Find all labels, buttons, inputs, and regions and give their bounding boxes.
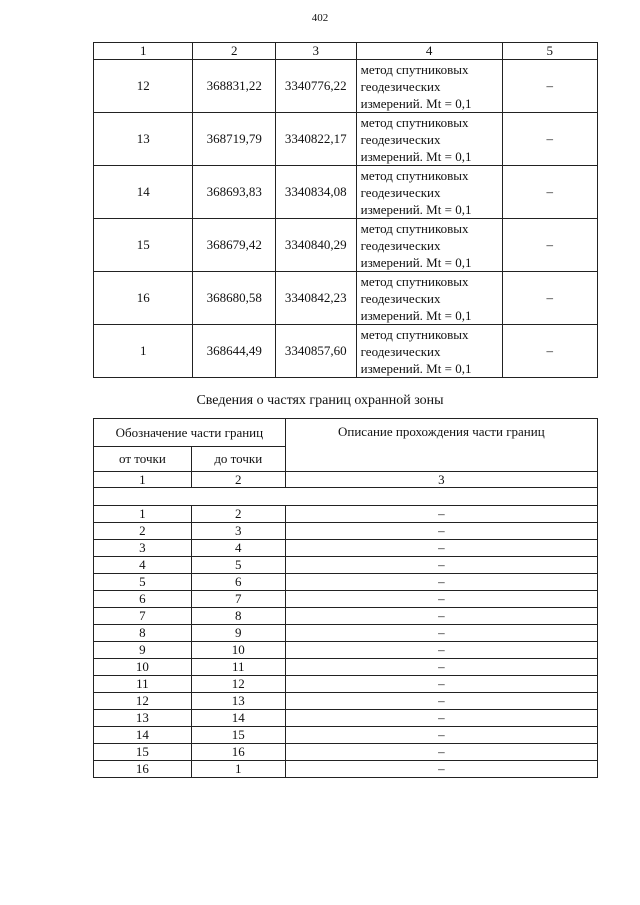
- from-point-cell: 12: [94, 693, 192, 710]
- point-number-cell: 15: [94, 219, 193, 272]
- to-point-cell: 6: [191, 574, 285, 591]
- section-title: Сведения о частях границ охранной зоны: [196, 393, 444, 408]
- description-cell: –: [285, 744, 597, 761]
- to-point-cell: 1: [191, 761, 285, 778]
- to-point-cell: 5: [191, 557, 285, 574]
- method-line: метод спутниковых: [360, 114, 469, 130]
- method-line: метод спутниковых: [360, 61, 469, 77]
- note-cell: –: [502, 113, 597, 166]
- column-number-2: 2: [191, 472, 285, 488]
- point-number-cell: 12: [94, 60, 193, 113]
- method-cell: [356, 219, 502, 272]
- to-point-cell: 7: [191, 591, 285, 608]
- description-cell: –: [285, 727, 597, 744]
- method-line: геодезических: [360, 131, 441, 147]
- group-header-cell: Обозначение части границ: [94, 419, 286, 447]
- x-coordinate-cell: 368831,22: [193, 60, 276, 113]
- x-coordinate-cell: 368679,42: [193, 219, 276, 272]
- x-coordinate-cell: 368693,83: [193, 166, 276, 219]
- from-point-cell: 6: [94, 591, 192, 608]
- method-cell: [356, 325, 502, 378]
- description-cell: –: [285, 574, 597, 591]
- method-line: измерений. Mt = 0,1: [360, 95, 472, 111]
- from-point-cell: 14: [94, 727, 192, 744]
- header-col-1: 1: [94, 43, 193, 60]
- description-cell: –: [285, 506, 597, 523]
- method-line: геодезических: [360, 184, 441, 200]
- y-coordinate-cell: 3340840,29: [275, 219, 356, 272]
- y-coordinate-cell: 3340776,22: [275, 60, 356, 113]
- table-row: [94, 540, 598, 557]
- description-cell: –: [285, 676, 597, 693]
- description-cell: –: [285, 693, 597, 710]
- table-row: [94, 642, 598, 659]
- y-coordinate-cell: 3340857,60: [275, 325, 356, 378]
- point-number-cell: 13: [94, 113, 193, 166]
- note-cell: –: [502, 219, 597, 272]
- to-point-cell: 8: [191, 608, 285, 625]
- method-cell: [356, 113, 502, 166]
- description-cell: –: [285, 540, 597, 557]
- method-line: метод спутниковых: [360, 326, 469, 342]
- method-line: геодезических: [360, 237, 441, 253]
- header-col-3: 3: [275, 43, 356, 60]
- to-point-cell: 11: [191, 659, 285, 676]
- x-coordinate-cell: 368680,58: [193, 272, 276, 325]
- method-line: геодезических: [360, 290, 441, 306]
- from-point-cell: 3: [94, 540, 192, 557]
- to-point-cell: 10: [191, 642, 285, 659]
- to-point-cell: 2: [191, 506, 285, 523]
- from-point-cell: 15: [94, 744, 192, 761]
- table-row: [94, 744, 598, 761]
- table-group-header-row: [94, 419, 598, 447]
- description-cell: –: [285, 625, 597, 642]
- description-cell: –: [285, 557, 597, 574]
- method-line: измерений. Mt = 0,1: [360, 254, 472, 270]
- from-point-header: от точки: [94, 447, 192, 472]
- header-col-4: 4: [356, 43, 502, 60]
- from-point-cell: 2: [94, 523, 192, 540]
- description-cell: –: [285, 761, 597, 778]
- description-header-cell: Описание прохождения части границ: [285, 419, 597, 472]
- x-coordinate-cell: 368719,79: [193, 113, 276, 166]
- table-row: [94, 272, 598, 325]
- to-point-cell: 4: [191, 540, 285, 557]
- table-row: [94, 710, 598, 727]
- to-point-cell: 16: [191, 744, 285, 761]
- method-line: метод спутниковых: [360, 167, 469, 183]
- blank-row: [94, 488, 598, 506]
- table-row: [94, 574, 598, 591]
- table-row: [94, 506, 598, 523]
- y-coordinate-cell: 3340822,17: [275, 113, 356, 166]
- method-cell: [356, 60, 502, 113]
- from-point-cell: 11: [94, 676, 192, 693]
- method-line: метод спутниковых: [360, 273, 469, 289]
- header-col-2: 2: [193, 43, 276, 60]
- note-cell: –: [502, 272, 597, 325]
- to-point-cell: 12: [191, 676, 285, 693]
- from-point-cell: 4: [94, 557, 192, 574]
- table-row: [94, 523, 598, 540]
- method-line: измерений. Mt = 0,1: [360, 307, 472, 323]
- from-point-cell: 5: [94, 574, 192, 591]
- y-coordinate-cell: 3340842,23: [275, 272, 356, 325]
- header-col-5: 5: [502, 43, 597, 60]
- table-row: [94, 325, 598, 378]
- to-point-cell: 14: [191, 710, 285, 727]
- to-point-cell: 13: [191, 693, 285, 710]
- table-row: [94, 113, 598, 166]
- blank-cell: [94, 488, 598, 506]
- method-line: измерений. Mt = 0,1: [360, 148, 472, 164]
- method-line: измерений. Mt = 0,1: [360, 201, 472, 217]
- method-line: измерений. Mt = 0,1: [360, 360, 472, 376]
- column-number-3: 3: [285, 472, 597, 488]
- y-coordinate-cell: 3340834,08: [275, 166, 356, 219]
- from-point-cell: 13: [94, 710, 192, 727]
- table-row: [94, 659, 598, 676]
- from-point-cell: 8: [94, 625, 192, 642]
- description-cell: –: [285, 523, 597, 540]
- point-number-cell: 1: [94, 325, 193, 378]
- from-point-cell: 10: [94, 659, 192, 676]
- method-cell: [356, 272, 502, 325]
- table-header-row: [94, 43, 598, 60]
- note-cell: –: [502, 60, 597, 113]
- table-row: [94, 60, 598, 113]
- table-row: [94, 591, 598, 608]
- to-point-cell: 9: [191, 625, 285, 642]
- description-cell: –: [285, 591, 597, 608]
- from-point-cell: 7: [94, 608, 192, 625]
- description-cell: –: [285, 659, 597, 676]
- method-line: метод спутниковых: [360, 220, 469, 236]
- table-row: [94, 676, 598, 693]
- from-point-cell: 9: [94, 642, 192, 659]
- description-cell: –: [285, 608, 597, 625]
- table-row: [94, 557, 598, 574]
- method-line: геодезических: [360, 343, 441, 359]
- coordinates-table: [93, 42, 598, 378]
- point-number-cell: 14: [94, 166, 193, 219]
- table-row: [94, 625, 598, 642]
- to-point-cell: 15: [191, 727, 285, 744]
- table-row: [94, 727, 598, 744]
- x-coordinate-cell: 368644,49: [193, 325, 276, 378]
- note-cell: –: [502, 166, 597, 219]
- table-row: [94, 693, 598, 710]
- table-row: [94, 166, 598, 219]
- table-row: [94, 608, 598, 625]
- to-point-cell: 3: [191, 523, 285, 540]
- boundary-parts-table: [93, 418, 598, 778]
- table-row: [94, 219, 598, 272]
- point-number-cell: 16: [94, 272, 193, 325]
- to-point-header: до точки: [191, 447, 285, 472]
- page-number: 402: [311, 12, 329, 24]
- column-number-1: 1: [94, 472, 192, 488]
- from-point-cell: 1: [94, 506, 192, 523]
- column-number-row: [94, 472, 598, 488]
- description-cell: –: [285, 642, 597, 659]
- method-line: геодезических: [360, 78, 441, 94]
- from-point-cell: 16: [94, 761, 192, 778]
- note-cell: –: [502, 325, 597, 378]
- table-row: [94, 761, 598, 778]
- description-cell: –: [285, 710, 597, 727]
- method-cell: [356, 166, 502, 219]
